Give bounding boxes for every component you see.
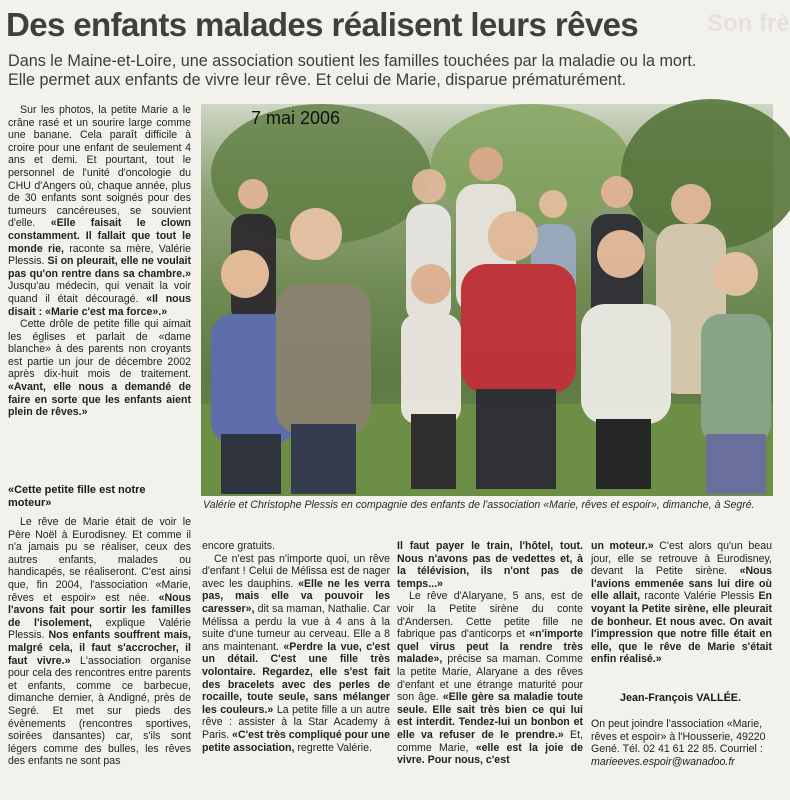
headline: Des enfants malades réalisent leurs rêves [6, 6, 639, 43]
photo-illustration [201, 104, 773, 496]
photo-date-label: 7 mai 2006 [251, 108, 341, 128]
col4-paragraph-1: un moteur.» C'est alors qu'un beau jour, elle se retrouve à Eurodisney, devant la Petite sirène. «Nous l'avions emmenée sans lui dire où elle allait, raconte Valérie Plessis En voyant la Petite sirène, elle pleurait de bonheur. Et nous avec. On avait l'impression que notre fille était en elle, que le rêve de Marie s'était enfin réalisé.» [591, 540, 772, 666]
photo-caption: Valérie et Christophe Plessis en compagnie des enfants de l'association «Marie, rêves et espoir», dimanche, à Segré. [203, 499, 755, 511]
group-photo [201, 104, 773, 496]
adjacent-article-fragment: Son frè [707, 10, 790, 37]
col3-paragraph-1: Il faut payer le train, l'hôtel, tout. Nous n'avons pas de vedettes et, à la télévision, ils n'ont pas de temps...» [397, 540, 583, 590]
col2-paragraph-1: encore gratuits. [202, 540, 276, 552]
col1-paragraph-1: Le rêve de Marie était de voir le Père Noël à Eurodisney. Et comme il n'a jamais pu se réaliser, ceux des autres enfants, malades ou handicapés, se réaliseront. C'est ainsi que, fin 2004, l'association «Marie, rêves et espoir» est née. «Nous l'avons fait pour sortir les familles de l'isolement, explique Valérie Plessis. Nos enfants souffrent mais, malgré cela, il faut s'accrocher, il faut vivre.» L'association organise pour cela des rencontres entre parents et enfants, comme ce barbecue, dimanche dernier, à Andigné, près de Segré. Et met sur pieds des évènements (rencontres sportives, soirées dansantes) car, s'ils sont légers comme des bulles, les rêves des enfants ne sont pas [8, 516, 191, 768]
lead-paragraph-1: Sur les photos, la petite Marie a le crâne rasé et un sourire large comme une banane. Cela paraît difficile à croire pour une enfant de seulement 4 ans et demi. Et pourtant, tout le personnel de l'unité d'oncologie du CHU d'Angers où, chaque année, plus de 30 enfants sont soignés pour des tumeurs cancéreuses, se souvient d'elle. «Elle faisait le clown constamment. Il fallait que tout le monde rie, raconte sa mère, Valérie Plessis. Si on pleurait, elle ne voulait pas qu'on rentre dans sa chambre.» Jusqu'au médecin, qui venait la voir quand il était découragé. «Il nous disait : «Marie c'est ma force».» [8, 104, 191, 318]
body-column-4 [591, 540, 772, 666]
lead-paragraph-2: Cette drôle de petite fille qui aimait les églises et parlait de «dame blanche» à des parents non croyants est partie un jour de décembre 2002 après dix-huit mois de traitement. «Avant, elle nous a demandé de faire en sorte que les enfants aient plein de rêves.» [8, 318, 191, 419]
body-column-2 [202, 540, 390, 754]
standfirst-line-1: Dans le Maine-et-Loire, une association soutient les familles touchées par la maladie ou la mort. [8, 52, 697, 70]
col2-paragraph-2: Ce n'est pas n'importe quoi, un rêve d'enfant ! Celui de Mélissa est de nager avec les dauphins. «Elle ne les verra pas, mais elle va pouvoir les caresser», dit sa maman, Nathalie. Car Mélissa a perdu la vue à 4 ans à la suite d'une tumeur au cerveau. Elle a 8 ans maintenant. «Perdre la vue, c'est un détail. C'est une fille très volontaire. Regardez, elle s'est fait des bracelets avec des perles de rocaille, toute seule, sans mélanger les couleurs.» La petite fille a un autre rêve : assister à la Star Academy à Paris. «C'est très compliqué pour une petite association, regrette Valérie. [202, 552, 390, 754]
body-column-3 [397, 540, 583, 767]
contact-email[interactable]: marieeves.espoir@wanadoo.fr [591, 755, 735, 768]
lead-column [8, 104, 191, 419]
standfirst [8, 52, 773, 90]
intertitle: «Cette petite fille est notre moteur» [8, 484, 146, 509]
author-signature: Jean-François VALLÉE. [620, 692, 741, 704]
contact-info: On peut joindre l'association «Marie, rêves et espoir» à l'Housserie, 49220 Gené. Tél. 02 41 61 22 85. Courriel : marieeves.espoir@wanadoo.fr [591, 718, 766, 768]
col3-paragraph-2: Le rêve d'Alaryane, 5 ans, est de voir la Petite sirène du conte d'Andersen. Cette petite fille ne fabrique pas d'anticorps et «n'importe quel virus peut la rendre très malade», précise sa maman. Comme la petite Marie, Alaryane a des rêves d'enfant et une étrange maturité pour son âge. «Elle gère sa maladie toute seule. Elle sait très bien ce qui lui est interdit. Tendez-lui un bonbon et elle va refuser de le prendre.» Et, comme Marie, «elle est la joie de vivre. Pour nous, c'est [397, 590, 584, 767]
body-column-1 [8, 516, 191, 768]
standfirst-line-2: Elle permet aux enfants de vivre leur rêve. Et celui de Marie, disparue prématurément. [8, 71, 627, 89]
